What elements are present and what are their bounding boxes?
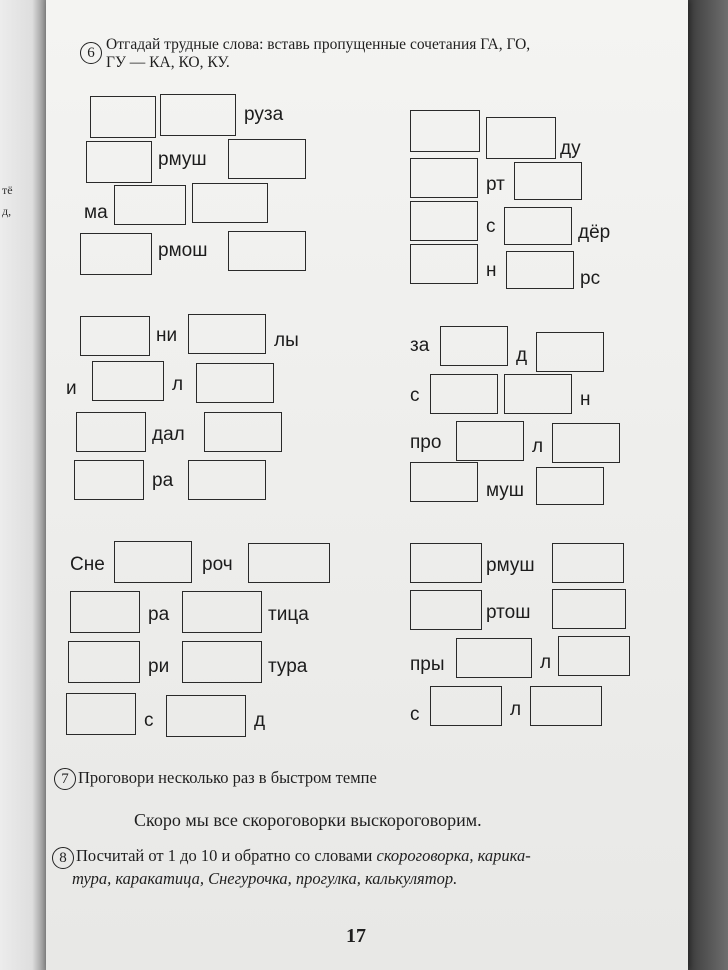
word-fragment: и <box>66 378 77 399</box>
word-fragment: с <box>144 710 154 731</box>
answer-box[interactable] <box>182 591 262 633</box>
word-fragment: н <box>486 260 497 281</box>
answer-box[interactable] <box>182 641 262 683</box>
answer-box[interactable] <box>506 251 574 289</box>
answer-box[interactable] <box>552 423 620 463</box>
answer-box[interactable] <box>86 141 152 183</box>
answer-box[interactable] <box>504 374 572 414</box>
tongue-twister: Скоро мы все скороговорки выскороговорим. <box>134 810 482 830</box>
word-fragment: ра <box>148 604 170 625</box>
answer-box[interactable] <box>410 590 482 630</box>
answer-box[interactable] <box>514 162 582 200</box>
word-fragment: д <box>516 345 528 366</box>
word-fragment: лы <box>274 330 299 351</box>
answer-box[interactable] <box>430 686 502 726</box>
answer-box[interactable] <box>80 233 152 275</box>
word-fragment: н <box>580 389 591 410</box>
background-strip <box>688 0 728 970</box>
answer-box[interactable] <box>80 316 150 356</box>
answer-box[interactable] <box>410 244 478 284</box>
previous-page-edge <box>0 0 46 970</box>
edge-fragment: д, <box>2 204 12 218</box>
word-fragment: тица <box>268 604 309 625</box>
workbook-page <box>46 0 688 970</box>
word-fragment: ртош <box>486 602 531 623</box>
answer-box[interactable] <box>204 412 282 452</box>
answer-box[interactable] <box>410 543 482 583</box>
word-fragment: д <box>254 710 266 731</box>
answer-box[interactable] <box>456 421 524 461</box>
word-fragment: Сне <box>70 554 105 575</box>
word-fragment: с <box>486 216 496 237</box>
answer-box[interactable] <box>196 363 274 403</box>
answer-box[interactable] <box>552 589 626 629</box>
edge-fragment: тё <box>2 183 13 197</box>
answer-box[interactable] <box>552 543 624 583</box>
word-fragment: л <box>510 699 522 720</box>
page-number: 17 <box>346 925 366 947</box>
word-fragment: с <box>410 704 420 725</box>
answer-box[interactable] <box>90 96 156 138</box>
word-fragment: рмош <box>158 240 208 261</box>
answer-box[interactable] <box>76 412 146 452</box>
answer-box[interactable] <box>410 158 478 198</box>
word-fragment: пры <box>410 654 445 675</box>
answer-box[interactable] <box>160 94 236 136</box>
answer-box[interactable] <box>440 326 508 366</box>
word-fragment: ду <box>560 138 581 159</box>
task8-instruction-line2: тура, каракатица, Снегурочка, прогулка, калькулятор. <box>72 869 458 888</box>
answer-box[interactable] <box>248 543 330 583</box>
word-fragment: дал <box>152 424 185 445</box>
word-fragment: ра <box>152 470 174 491</box>
answer-box[interactable] <box>536 332 604 372</box>
word-fragment: л <box>532 436 544 457</box>
word-fragment: рмуш <box>158 149 207 170</box>
answer-box[interactable] <box>74 460 144 500</box>
word-fragment: роч <box>202 554 233 575</box>
word-fragment: л <box>540 652 552 673</box>
task-number-8: 8 <box>52 847 74 869</box>
word-fragment: рмуш <box>486 555 535 576</box>
answer-box[interactable] <box>558 636 630 676</box>
word-fragment: с <box>410 385 420 406</box>
task-number-7: 7 <box>54 768 76 790</box>
word-fragment: ма <box>84 202 108 223</box>
word-fragment: за <box>410 335 430 356</box>
answer-box[interactable] <box>430 374 498 414</box>
answer-box[interactable] <box>114 185 186 225</box>
word-fragment: дёр <box>578 222 611 243</box>
answer-box[interactable] <box>166 695 246 737</box>
answer-box[interactable] <box>192 183 268 223</box>
task6-instruction-line2: ГУ — КА, КО, КУ. <box>106 54 230 71</box>
answer-box[interactable] <box>410 462 478 502</box>
answer-box[interactable] <box>456 638 532 678</box>
answer-box[interactable] <box>66 693 136 735</box>
task-number-6: 6 <box>80 42 102 64</box>
task7-instruction: Проговори несколько раз в быстром темпе <box>78 768 377 787</box>
word-fragment: ни <box>156 325 178 346</box>
word-fragment: тура <box>268 656 308 677</box>
task8-plain-text: Посчитай от 1 до 10 и обратно со словами <box>76 846 377 865</box>
task8-word-list-start: скороговорка, карика- <box>376 846 531 865</box>
answer-box[interactable] <box>410 201 478 241</box>
word-fragment: муш <box>486 480 525 501</box>
word-fragment: рс <box>580 268 601 289</box>
answer-box[interactable] <box>228 231 306 271</box>
word-fragment: рт <box>486 174 505 195</box>
answer-box[interactable] <box>188 460 266 500</box>
answer-box[interactable] <box>92 361 164 401</box>
task6-instruction-line1: Отгадай трудные слова: вставь пропущенные сочетания ГА, ГО, <box>106 36 531 53</box>
word-fragment: про <box>410 432 442 453</box>
answer-box[interactable] <box>114 541 192 583</box>
answer-box[interactable] <box>530 686 602 726</box>
answer-box[interactable] <box>68 641 140 683</box>
word-fragment: ри <box>148 656 170 677</box>
answer-box[interactable] <box>188 314 266 354</box>
answer-box[interactable] <box>536 467 604 505</box>
word-fragment: руза <box>244 104 284 125</box>
answer-box[interactable] <box>228 139 306 179</box>
answer-box[interactable] <box>504 207 572 245</box>
task8-instruction-line1 <box>76 846 531 866</box>
answer-box[interactable] <box>410 110 480 152</box>
answer-box[interactable] <box>486 117 556 159</box>
answer-box[interactable] <box>70 591 140 633</box>
word-fragment: л <box>172 374 184 395</box>
